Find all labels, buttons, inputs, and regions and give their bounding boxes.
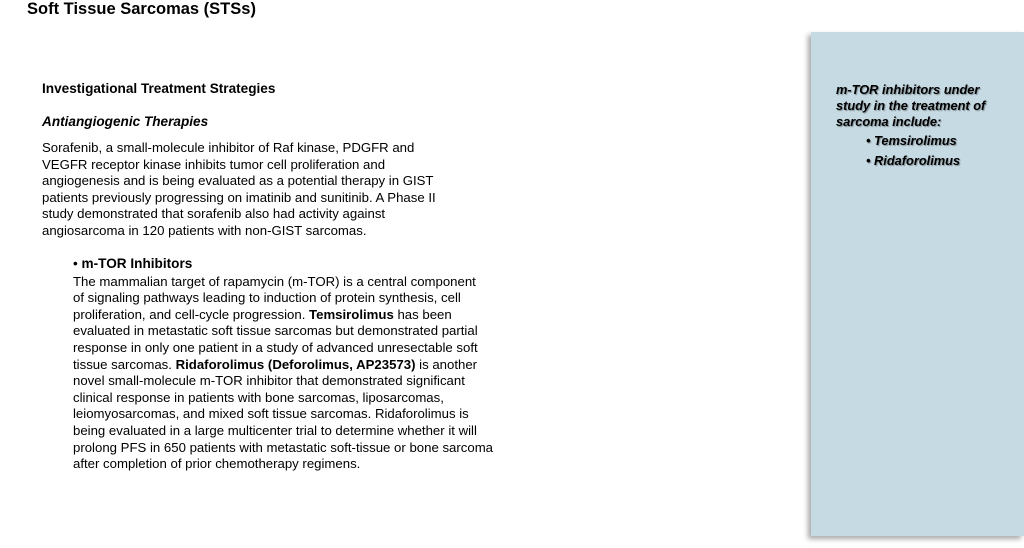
paragraph-line: The mammalian target of rapamycin (m-TOR) is a central component [73, 273, 476, 289]
main-content [42, 80, 542, 473]
page-title: Soft Tissue Sarcomas (STSs) [27, 0, 256, 18]
paragraph-line: after completion of prior chemotherapy regimens. [73, 456, 361, 472]
paragraph-line: angiogenesis and is being evaluated as a potential therapy in GIST [42, 173, 434, 189]
callout-line: m-TOR inhibitors under [836, 82, 980, 97]
callout-line: study in the treatment of [836, 98, 986, 113]
mtor-heading-text: m-TOR Inhibitors [81, 255, 193, 271]
callout-box [836, 82, 1016, 173]
text-run: is another [415, 356, 478, 372]
paragraph-line: leiomyosarcomas, and mixed soft tissue sarcomas. Ridaforolimus is [73, 406, 469, 422]
paragraph-line: study demonstrated that sorafenib also had activity against [42, 206, 386, 222]
callout-list [836, 133, 1016, 169]
paragraph-line: being evaluated in a large multicenter trial to determine whether it will [73, 422, 477, 438]
paragraph-line [73, 357, 542, 374]
paragraph-line: prolong PFS in 650 patients with metastatic soft-tissue or bone sarcoma [73, 439, 494, 455]
text-run: has been [393, 306, 452, 322]
sidebar-callout-panel [811, 32, 1024, 536]
text-run: tissue sarcomas. [73, 356, 176, 372]
paragraph-line: VEGFR receptor kinase inhibits tumor cell proliferation and [42, 156, 386, 172]
paragraph-line: response in only one patient in a study of advanced unresectable soft [73, 339, 478, 355]
callout-list-item: • Ridaforolimus [866, 153, 961, 168]
text-run: proliferation, and cell-cycle progression. [73, 306, 310, 322]
paragraph-line: angiosarcoma in 120 patients with non-GIST sarcomas. [42, 222, 367, 238]
callout-list-item: • Temsirolimus [866, 133, 957, 148]
paragraph-line: novel small-molecule m-TOR inhibitor that demonstrated significant [73, 373, 465, 389]
section-heading: Investigational Treatment Strategies [42, 81, 276, 96]
callout-intro [836, 82, 1016, 130]
drug-name-ridaforolimus: Ridaforolimus (Deforolimus, AP23573) [175, 356, 416, 372]
paragraph-line [73, 307, 542, 324]
drug-name-temsirolimus: Temsirolimus [309, 306, 394, 322]
mtor-section [73, 255, 542, 473]
paragraph-line: patients previously progressing on imatinib and sunitinib. A Phase II [42, 189, 436, 205]
mtor-heading [73, 255, 542, 272]
paragraph-line: clinical response in patients with bone sarcomas, liposarcomas, [73, 389, 444, 405]
paragraph-line: evaluated in metastatic soft tissue sarcomas but demonstrated partial [73, 323, 478, 339]
paragraph-line: Sorafenib, a small-molecule inhibitor of Raf kinase, PDGFR and [42, 140, 415, 155]
sorafenib-paragraph [42, 140, 542, 240]
bullet-glyph: • [73, 255, 78, 271]
callout-line: sarcoma include: [836, 114, 942, 129]
paragraph-line: of signaling pathways leading to induction of protein synthesis, cell [73, 290, 461, 306]
subsection-heading: Antiangiogenic Therapies [42, 114, 209, 129]
mtor-paragraph [73, 274, 542, 473]
